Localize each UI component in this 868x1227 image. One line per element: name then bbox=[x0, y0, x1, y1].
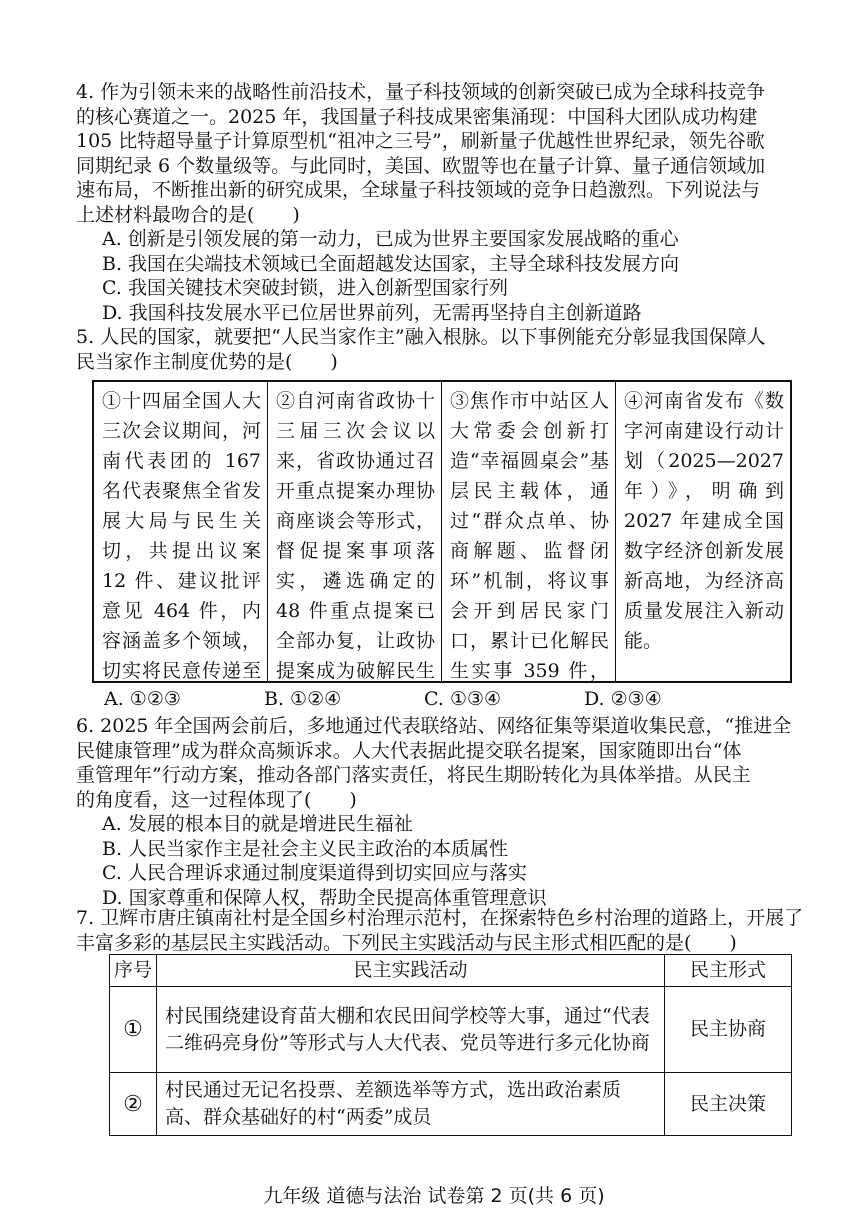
question-6-line: 重管理年”行动方案，推动各部门落实责任，将民生期盼转化为具体举措。从民主 bbox=[76, 764, 751, 786]
table-header: 序号 bbox=[110, 955, 157, 987]
question-4-line: 上述材料最吻合的是( ) bbox=[76, 203, 300, 226]
question-5-option-c: C. ①③④ bbox=[424, 688, 502, 710]
question-6-option-d: D. 国家尊重和保障人权，帮助全民提高体重管理意识 bbox=[102, 886, 547, 909]
table-cell-no: ① bbox=[110, 987, 157, 1073]
question-4-option-c: C. 我国关键技术突破封锁，进入创新型国家行列 bbox=[102, 277, 508, 299]
material-cell-2: ②自河南省政协十三届三次会议以来，省政协通过召开重点提案办理协商座谈会等形式，督促提案事项落实，遴选确定的 48 件重点提案已全部办复，让政协提案成为破解民生 bbox=[268, 382, 442, 681]
material-cell-1: ①十四届全国人大三次会议期间，河南代表团的 167 名代表聚焦全省发展大局与民生关切，共提出议案 12 件、建议批评意见 464 件，内容涵盖多个领域，切实将民意传递至 bbox=[94, 382, 268, 681]
question-7-table bbox=[109, 954, 792, 1136]
question-6-line: 的角度看，这一过程体现了( ) bbox=[76, 788, 357, 811]
table-cell-form: 民主决策 bbox=[665, 1073, 792, 1136]
question-6-option-b: B. 人民当家作主是社会主义民主政治的本质属性 bbox=[102, 837, 509, 860]
question-4 bbox=[76, 80, 788, 325]
question-6-option-a: A. 发展的根本目的就是增进民生福祉 bbox=[102, 813, 413, 835]
question-5 bbox=[76, 325, 788, 374]
question-6 bbox=[76, 714, 792, 910]
table-header: 民主实践活动 bbox=[157, 955, 665, 987]
question-5-materials-table bbox=[92, 380, 792, 683]
table-cell-no: ② bbox=[110, 1073, 157, 1136]
question-5-options bbox=[104, 688, 744, 710]
question-5-option-b: B. ①②④ bbox=[264, 688, 342, 710]
material-cell-3: ③焦作市中站区人大常委会创新打造“幸福圆桌会”基层民主载体，通过“群众点单、协商解题、监督闭环”机制，将议事会开到居民家门口，累计已化解民生实事 359 件， bbox=[442, 382, 616, 681]
question-7-line: 7. 卫辉市唐庄镇南社村是全国乡村治理示范村，在探索特色乡村治理的道路上，开展了 bbox=[76, 907, 804, 929]
question-5-option-a: A. ①②③ bbox=[104, 688, 181, 710]
question-5-line: 民当家作主制度优势的是( ) bbox=[76, 350, 338, 373]
question-6-line: 6. 2025 年全国两会前后，多地通过代表联络站、网络征集等渠道收集民意，“推进全 bbox=[76, 715, 792, 737]
question-7 bbox=[76, 906, 804, 955]
question-4-option-a: A. 创新是引领发展的第一动力，已成为世界主要国家发展战略的重心 bbox=[102, 228, 679, 250]
question-6-line: 民健康管理”成为群众高频诉求。人大代表据此提交联名提案，国家随即出台“体 bbox=[76, 739, 742, 762]
table-cell-activity: 村民通过无记名投票、差额选举等方式，选出政治素质高、群众基础好的村“两委”成员 bbox=[157, 1073, 665, 1136]
question-4-line: 105 比特超导量子计算原型机“祖冲之三号”，刷新量子优越性世界纪录，领先谷歌 bbox=[76, 130, 765, 152]
table-row bbox=[110, 987, 792, 1073]
table-row bbox=[110, 1073, 792, 1136]
page-footer: 九年级 道德与法治 试卷第 2 页(共 6 页) bbox=[263, 1185, 605, 1207]
question-6-option-c: C. 人民合理诉求通过制度渠道得到切实回应与落实 bbox=[102, 862, 527, 884]
material-cell-4: ④河南省发布《数字河南建设行动计划（2025—2027年）》，明确到 2027 年建成全国数字经济创新发展新高地，为经济高质量发展注入新动能。 bbox=[624, 390, 784, 652]
table-header: 民主形式 bbox=[665, 955, 792, 987]
question-5-line: 5. 人民的国家，就要把“人民当家作主”融入根脉。以下事例能充分彰显我国保障人 bbox=[76, 326, 766, 348]
question-4-line: 的核心赛道之一。2025 年，我国量子科技成果密集涌现：中国科大团队成功构建 bbox=[76, 105, 758, 128]
question-4-option-b: B. 我国在尖端技术领域已全面超越发达国家，主导全球科技发展方向 bbox=[102, 252, 680, 275]
table-cell-activity: 村民围绕建设育苗大棚和农民田间学校等大事，通过“代表二维码亮身份”等形式与人大代表、党员等进行多元化协商 bbox=[157, 987, 665, 1073]
question-5-option-d: D. ②③④ bbox=[584, 688, 662, 710]
question-4-option-d: D. 我国科技发展水平已位居世界前列，无需再坚持自主创新道路 bbox=[102, 301, 642, 324]
table-header-row bbox=[110, 955, 792, 987]
question-4-line: 同期纪录 6 个数量级等。与此同时，美国、欧盟等也在量子计算、量子通信领域加 bbox=[76, 154, 766, 177]
table-cell-form: 民主协商 bbox=[665, 987, 792, 1073]
question-4-line: 速布局，不断推出新的研究成果，全球量子科技领域的竞争日趋激烈。下列说法与 bbox=[76, 179, 761, 201]
question-4-line: 4. 作为引领未来的战略性前沿技术，量子科技领域的创新突破已成为全球科技竞争 bbox=[76, 81, 766, 103]
question-7-line: 丰富多彩的基层民主实践活动。下列民主实践活动与民主形式相匹配的是( ) bbox=[76, 931, 737, 954]
